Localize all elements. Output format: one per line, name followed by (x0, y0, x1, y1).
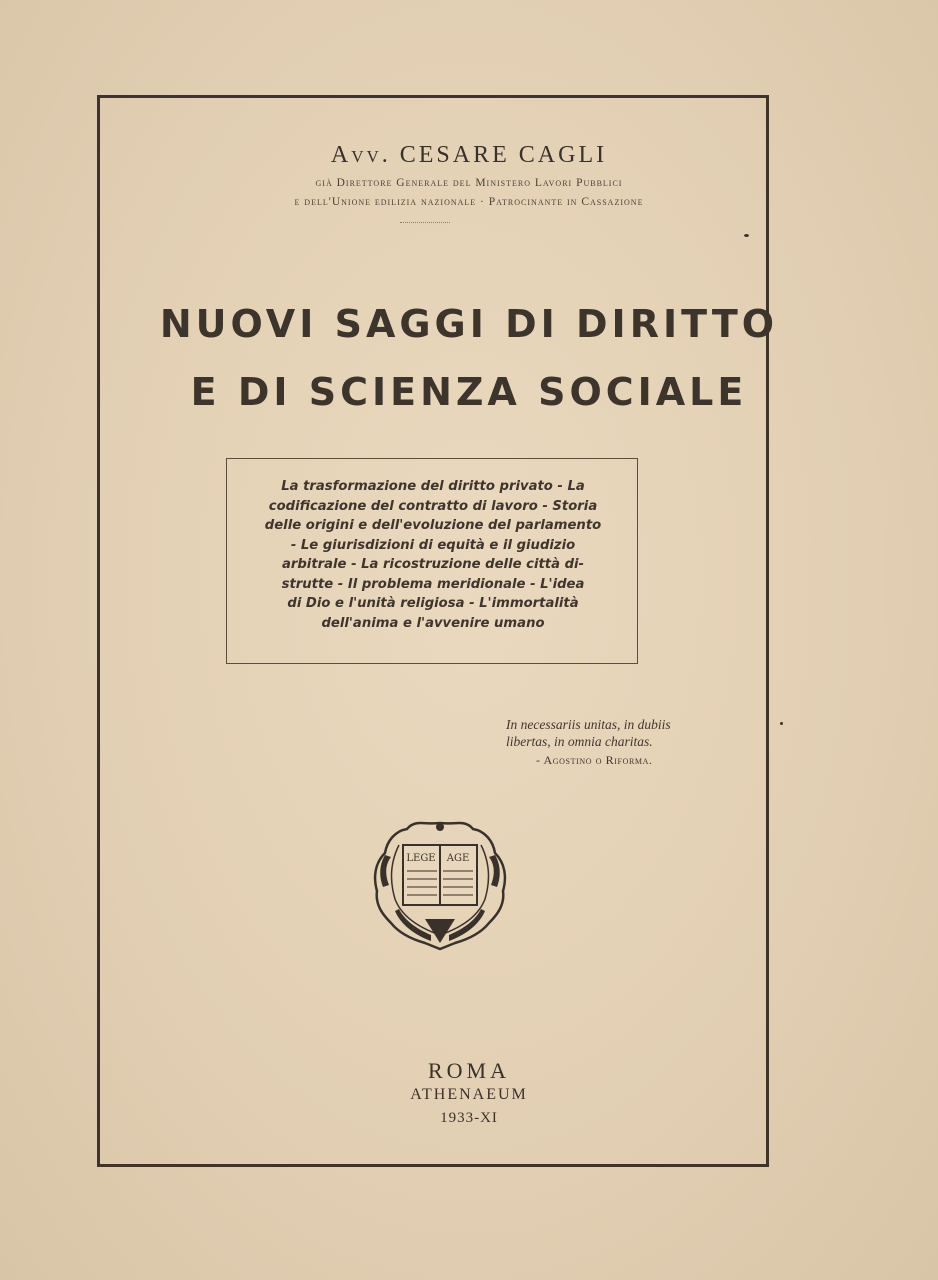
paper-mark (744, 234, 749, 237)
imprint-city: ROMA (427, 1058, 510, 1083)
contents-line: strutte - Il problema meridionale - L'idea (281, 576, 585, 592)
contents-line: La trasformazione del diritto privato - La (281, 479, 585, 494)
book-title-line: NUOVI SAGGI DI DIRITTO (159, 302, 779, 346)
contents-line: arbitrale - La ricostruzione delle città di- (281, 557, 585, 572)
author-credentials-line: e dell'Unione edilizia nazionale · Patrocinante in Cassazione (294, 196, 644, 208)
book-emblem-icon (365, 815, 515, 955)
contents-line: codificazione del contratto di lavoro - Storia (268, 498, 598, 514)
contents-line: di Dio e l'unità religiosa - L'immortalità (287, 596, 579, 611)
author-credentials-line: già Direttore Generale del Ministero Lavori Pubblici (315, 177, 623, 189)
emblem-left-text: LEGE (406, 853, 436, 864)
book-title-line: E DI SCIENZA SOCIALE (190, 370, 748, 414)
contents-line: - Le giurisdizioni di equità e il giudizio (290, 537, 576, 553)
epigraph-line: libertas, in omnia charitas. (506, 734, 653, 749)
paper-mark (780, 722, 783, 725)
imprint-publisher: ATHENAEUM (410, 1086, 528, 1103)
contents-line: dell'anima e l'avvenire umano (321, 615, 545, 631)
author-name: Avv. CESARE CAGLI (330, 142, 608, 168)
emblem-right-text: AGE (446, 853, 470, 864)
imprint-year: 1933-XI (440, 1110, 498, 1126)
epigraph-line: In necessariis unitas, in dubiis (506, 717, 671, 732)
epigraph (506, 716, 746, 750)
contents-line: delle origini e dell'evoluzione del parlamento (264, 518, 602, 533)
epigraph-attribution: - Agostino o Riforma. (536, 753, 653, 767)
divider (400, 222, 450, 223)
contents-box (226, 458, 638, 664)
